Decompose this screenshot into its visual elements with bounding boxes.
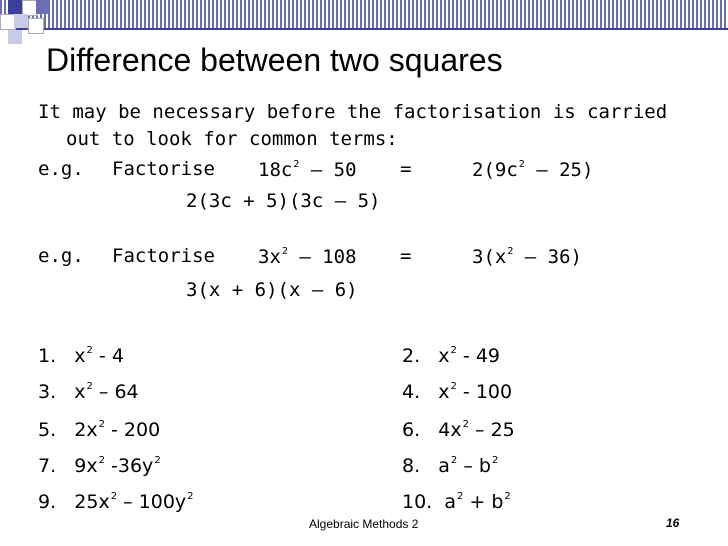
exercise-item: 3. $x^2 - 64$ [38,381,139,403]
exercise-item: 8. $a^2 - b^2$ [402,455,499,477]
title-rule [0,28,728,30]
example1-eg: e.g. [38,158,84,180]
example1-expression: $18c^2 - 50$ [258,159,357,181]
exercise-item: 1. $x^2 - 4$ [38,345,124,367]
slide-title: Difference between two squares [46,42,503,78]
exercise-item: 7. $9x^2$ $-36y^2$ [38,455,161,477]
example2-expression: $3x^2 - 108$ [258,246,357,268]
exercise-item: 2. $x^2 - 49$ [402,345,501,367]
example2-eg: e.g. [38,245,84,267]
example1-equals: = [400,158,412,180]
top-decorative-band [0,0,728,28]
exercise-item: 6. $4x^2 - 25$ [402,419,515,441]
footer-text: Algebraic Methods 2 [309,517,419,531]
example2-factorise: Factorise [112,245,215,267]
example2-equals: = [400,245,412,267]
example1-result: $2(9c^2 - 25)$ [472,159,594,181]
exercise-item: 4. $x^2 - 100$ [402,381,513,403]
exercise-item: 10. $a^2 + b^2$ [402,491,511,513]
intro-line-2: out to look for common terms: [66,128,398,150]
example1-answer: 2(3c + 5)(3c – 5) [186,190,381,212]
example2-answer: 3(x + 6)(x – 6) [186,279,358,301]
page-number: 16 [666,516,680,530]
example2-result: $3(x^2 - 36)$ [472,246,582,268]
exercise-item: 5. $2x^2 - 200$ [38,419,161,441]
intro-line-1: It may be necessary before the factorisation is carried [38,101,668,123]
example1-factorise: Factorise [112,158,215,180]
exercise-item: 9. $25x^2 - 100y^2$ [38,491,194,513]
